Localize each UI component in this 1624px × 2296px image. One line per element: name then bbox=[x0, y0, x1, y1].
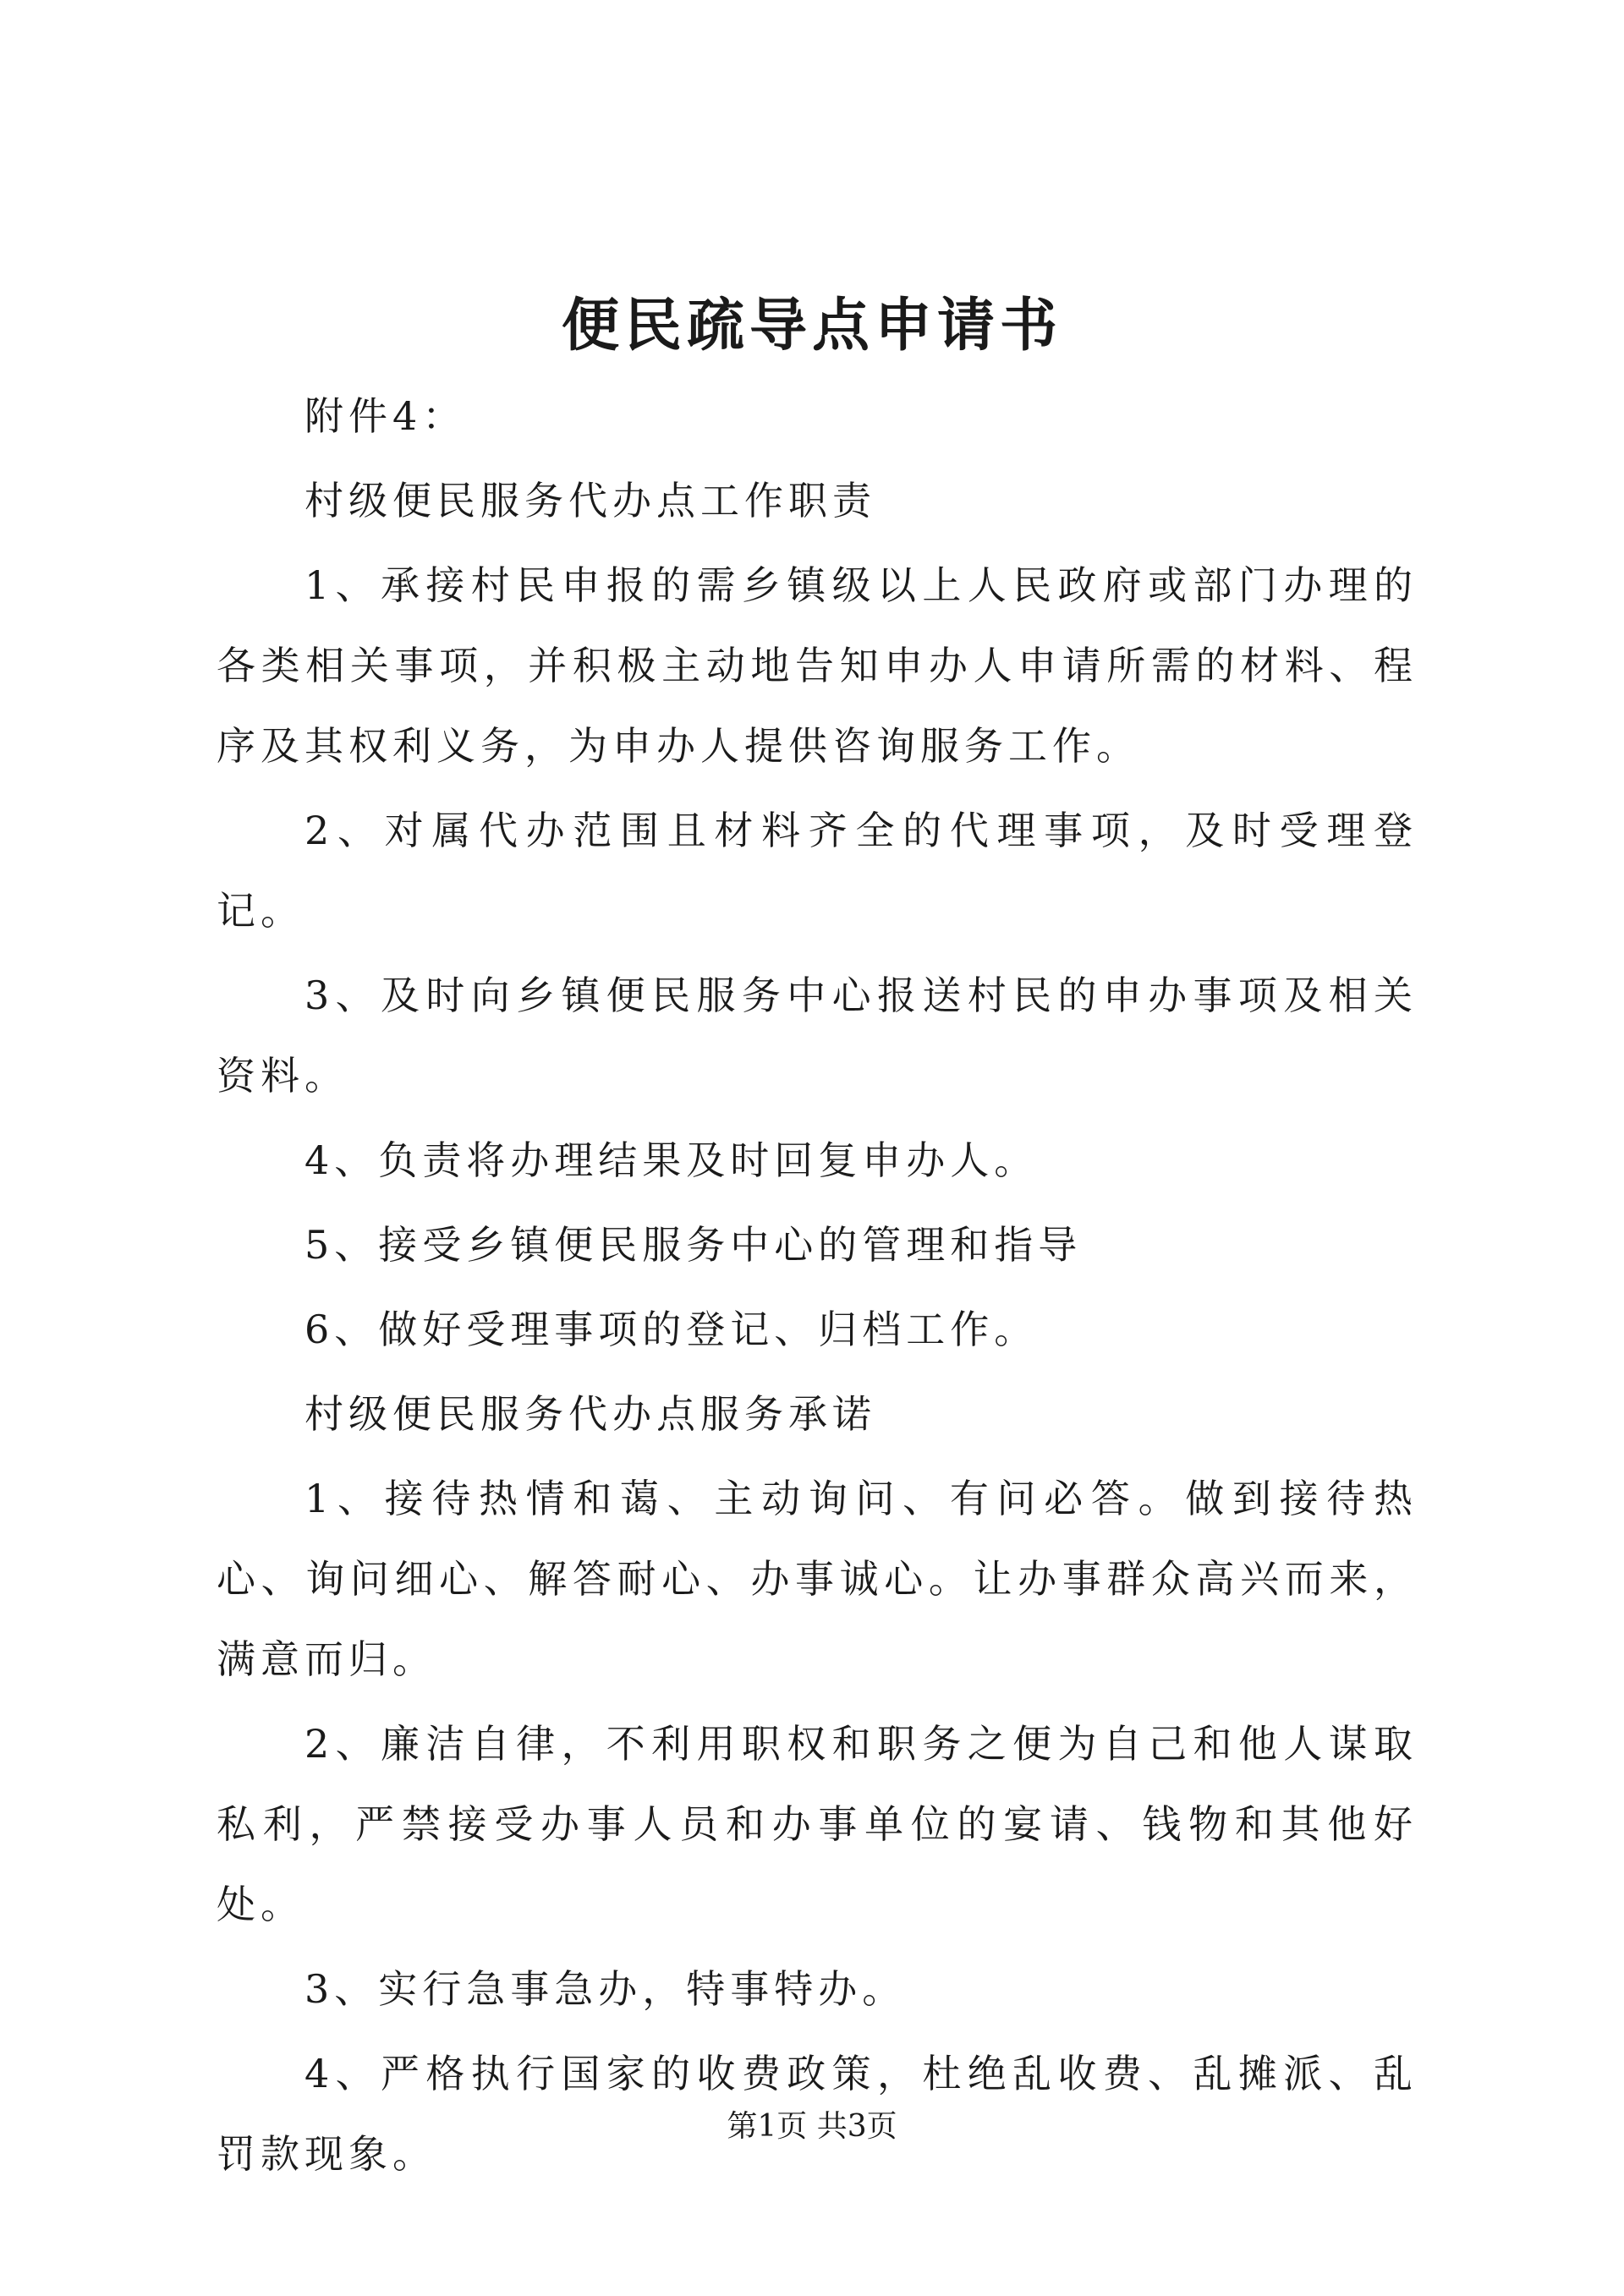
commitment-item-1: 1、接待热情和蔼、主动询问、有问必答。做到接待热心、询问细心、解答耐心、办事诚心。让办事群众高兴而来，满意而归。 bbox=[217, 1476, 1418, 1682]
document-title: 便民疏导点申请书 bbox=[561, 292, 1062, 359]
duty-item-5: 5、接受乡镇便民服务中心的管理和指导 bbox=[304, 1222, 1083, 1268]
document-body bbox=[217, 376, 1418, 2199]
paragraph-attachment-label: 附件4： bbox=[304, 393, 467, 439]
duty-item-3: 3、及时向乡镇便民服务中心报送村民的申办事项及相关资料。 bbox=[217, 973, 1418, 1099]
commitment-item-2: 2、廉洁自律，不利用职权和职务之便为自己和他人谋取私利，严禁接受办事人员和办事单位的宴请、钱物和其他好处。 bbox=[217, 1721, 1418, 1927]
duty-item-2: 2、对属代办范围且材料齐全的代理事项，及时受理登记。 bbox=[217, 808, 1418, 934]
duty-item-1: 1、承接村民申报的需乡镇级以上人民政府或部门办理的各类相关事项，并积极主动地告知申办人申请所需的材料、程序及其权利义务，为申办人提供咨询服务工作。 bbox=[217, 562, 1418, 769]
section-heading-commitments: 村级便民服务代办点服务承诺 bbox=[304, 1391, 876, 1437]
duty-item-6: 6、做好受理事项的登记、归档工作。 bbox=[304, 1307, 1039, 1352]
duty-item-4: 4、负责将办理结果及时回复申办人。 bbox=[304, 1137, 1039, 1183]
page-footer bbox=[0, 2106, 1624, 2148]
commitment-item-4: 4、严格执行国家的收费政策，杜绝乱收费、乱摊派、乱罚款现象。 bbox=[217, 2051, 1418, 2177]
section-heading-duties: 村级便民服务代办点工作职责 bbox=[304, 478, 876, 523]
page-number-label: 第1页 共3页 bbox=[727, 2109, 897, 2144]
commitment-item-3: 3、实行急事急办，特事特办。 bbox=[304, 1966, 907, 2012]
